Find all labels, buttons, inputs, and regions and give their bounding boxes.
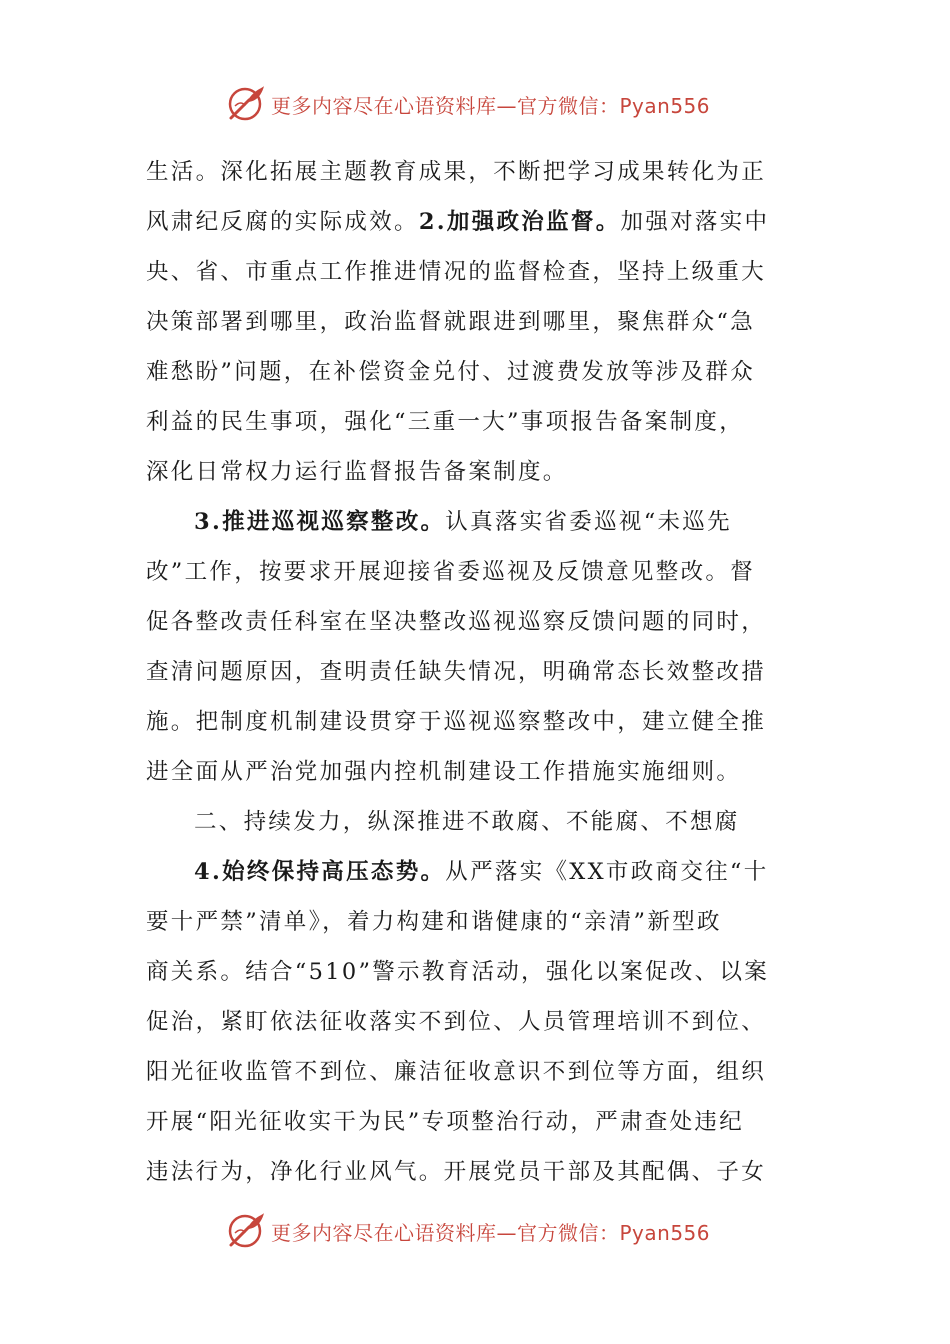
text-segment: 违法行为，净化行业风气。开展党员干部及其配偶、子女 bbox=[146, 1159, 767, 1185]
text-segment: 生活。深化拓展主题教育成果，不断把学习成果转化为正 bbox=[146, 159, 767, 185]
text-segment: 利益的民生事项，强化“三重一大”事项报告备案制度， bbox=[146, 409, 745, 435]
text-line bbox=[146, 747, 806, 797]
text-line bbox=[146, 1097, 806, 1147]
text-segment: 深化日常权力运行监督报告备案制度。 bbox=[146, 459, 568, 485]
text-segment: 促各整改责任科室在坚决整改巡视巡察反馈问题的同时， bbox=[146, 609, 767, 635]
text-line bbox=[146, 197, 806, 247]
quill-pen-logo-icon bbox=[225, 84, 265, 124]
text-segment: 阳光征收监管不到位、廉洁征收意识不到位等方面，组织 bbox=[146, 1059, 767, 1085]
text-segment: 查清问题原因，查明责任缺失情况，明确常态长效整改措 bbox=[146, 659, 767, 685]
text-line bbox=[146, 347, 806, 397]
quill-pen-logo-icon bbox=[225, 1211, 265, 1251]
text-segment: 施。把制度机制建设贯穿于巡视巡察整改中，建立健全推 bbox=[146, 709, 767, 735]
text-line bbox=[146, 247, 806, 297]
text-line bbox=[146, 1147, 806, 1197]
text-line bbox=[146, 447, 806, 497]
bold-heading-text: 2.加强政治监督。 bbox=[418, 209, 621, 235]
text-line bbox=[146, 147, 806, 197]
text-line bbox=[146, 647, 806, 697]
text-segment: 风肃纪反腐的实际成效。 bbox=[146, 209, 419, 235]
text-line bbox=[146, 1047, 806, 1097]
watermark-text: 更多内容尽在心语资料库—官方微信：Pyan556 bbox=[271, 1220, 711, 1245]
text-segment: 商关系。结合“510”警示教育活动，强化以案促改、以案 bbox=[146, 959, 770, 985]
text-segment: 促治，紧盯依法征收落实不到位、人员管理培训不到位、 bbox=[146, 1009, 767, 1035]
text-segment: 从严落实《XX市政商交往“十 bbox=[445, 859, 769, 885]
text-line bbox=[146, 497, 806, 547]
text-segment: 进全面从严治党加强内控机制建设工作措施实施细则。 bbox=[146, 759, 742, 785]
text-line bbox=[146, 397, 806, 447]
text-segment: 决策部署到哪里，政治监督就跟进到哪里，聚焦群众“急 bbox=[146, 309, 756, 335]
bold-heading-text: 4.始终保持高压态势。 bbox=[194, 859, 446, 885]
text-segment: 加强对落实中 bbox=[620, 209, 770, 235]
text-line bbox=[146, 947, 806, 997]
watermark-banner-bottom bbox=[225, 1207, 710, 1255]
text-line bbox=[146, 847, 806, 897]
text-line bbox=[146, 997, 806, 1047]
text-segment: 改”工作，按要求开展迎接省委巡视及反馈意见整改。督 bbox=[146, 559, 756, 585]
text-segment: 要十严禁”清单》，着力构建和谐健康的“亲清”新型政 bbox=[146, 909, 722, 935]
bold-heading-text: 3.推进巡视巡察整改。 bbox=[194, 509, 446, 535]
watermark-banner-top bbox=[225, 80, 710, 128]
text-segment: 二、持续发力，纵深推进不敢腐、不能腐、不想腐 bbox=[194, 809, 740, 835]
watermark-text: 更多内容尽在心语资料库—官方微信：Pyan556 bbox=[271, 93, 711, 118]
text-segment: 开展“阳光征收实干为民”专项整治行动，严肃查处违纪 bbox=[146, 1109, 745, 1135]
text-line bbox=[146, 297, 806, 347]
text-line bbox=[146, 897, 806, 947]
text-line bbox=[146, 797, 806, 847]
text-segment: 认真落实省委巡视“未巡先 bbox=[445, 509, 732, 535]
text-segment: 难愁盼”问题，在补偿资金兑付、过渡费发放等涉及群众 bbox=[146, 359, 756, 385]
text-line bbox=[146, 697, 806, 747]
document-body bbox=[146, 147, 806, 1197]
text-segment: 央、省、市重点工作推进情况的监督检查，坚持上级重大 bbox=[146, 259, 767, 285]
text-line bbox=[146, 597, 806, 647]
text-line bbox=[146, 547, 806, 597]
